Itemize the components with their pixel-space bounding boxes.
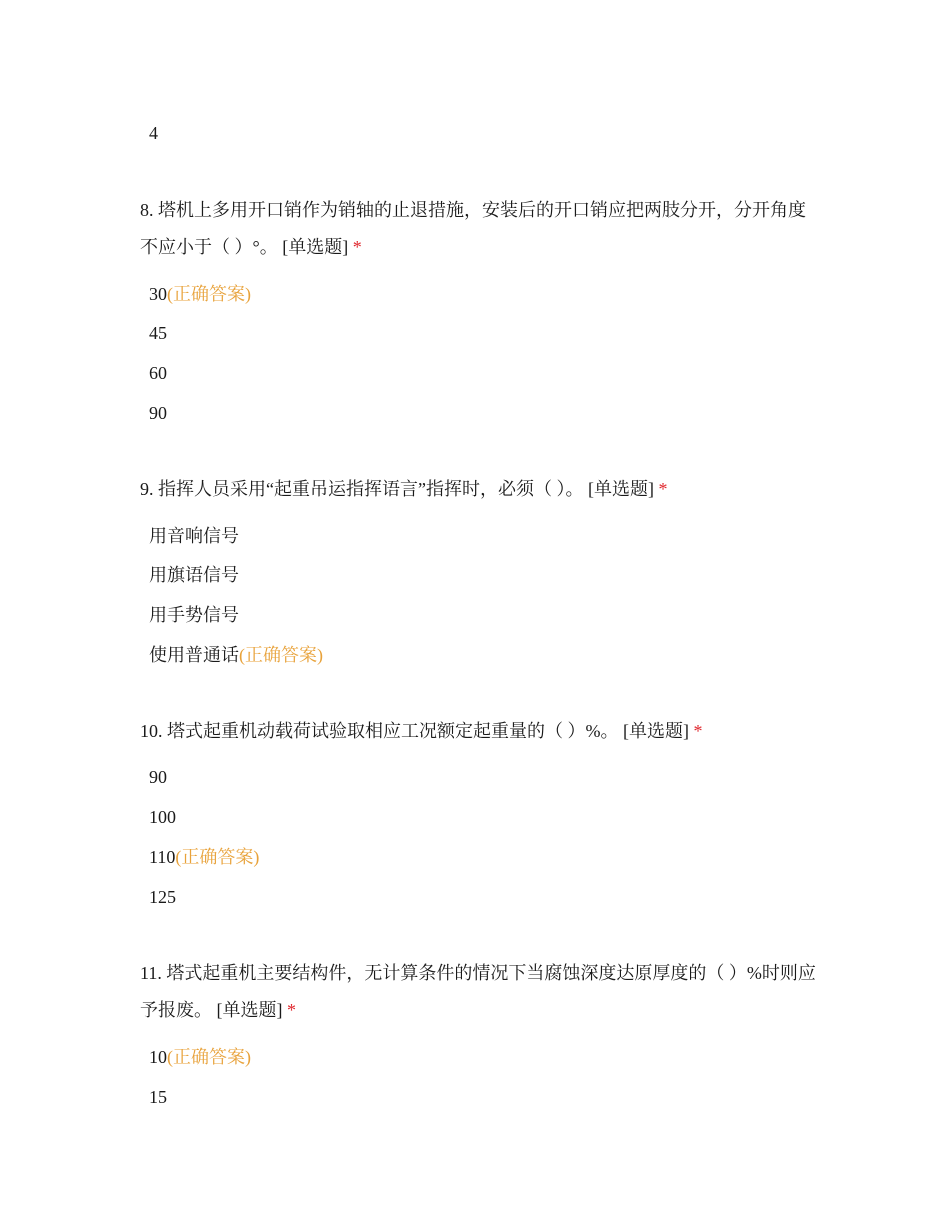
question-11	[140, 955, 820, 1029]
question-number: 11.	[140, 963, 162, 983]
option-mandarin	[149, 643, 323, 667]
option-text: 10	[149, 1047, 167, 1067]
question-number: 9.	[140, 479, 154, 499]
question-text: 塔式起重机主要结构件，无计算条件的情况下当腐蚀深度达原厚度的（ ）%时则应予报废。	[140, 963, 816, 1020]
option-text: 使用普通话	[149, 645, 239, 665]
option-hand-signal	[149, 603, 239, 627]
option-text: 4	[149, 123, 158, 143]
correct-answer-tag: (正确答案)	[167, 284, 251, 304]
option-text: 90	[149, 403, 167, 423]
option-60	[149, 361, 167, 385]
required-marker: *	[693, 721, 703, 741]
option-125	[149, 885, 176, 909]
option-text: 用手势信号	[149, 605, 239, 625]
option-text: 用旗语信号	[149, 565, 239, 585]
question-type: [单选题]	[282, 237, 349, 257]
option-90	[149, 401, 167, 425]
option-text: 用音响信号	[149, 526, 239, 546]
question-type: [单选题]	[216, 1000, 283, 1020]
option-110	[149, 845, 259, 869]
question-text: 塔式起重机动载荷试验取相应工况额定起重量的（ ）%。	[167, 721, 619, 741]
question-number: 8.	[140, 200, 154, 220]
option-15	[149, 1085, 167, 1109]
question-text: 塔机上多用开口销作为销轴的止退措施，安装后的开口销应把两肢分开，分开角度不应小于（ ）°。	[140, 200, 806, 257]
correct-answer-tag: (正确答案)	[175, 847, 260, 867]
question-type: [单选题]	[623, 721, 689, 741]
option-text: 45	[149, 323, 167, 343]
correct-answer-tag: (正确答案)	[239, 645, 323, 665]
option-text: 15	[149, 1087, 167, 1107]
option-text: 60	[149, 363, 167, 383]
option-text: 90	[149, 767, 167, 787]
required-marker: *	[658, 479, 668, 499]
correct-answer-tag: (正确答案)	[167, 1047, 251, 1067]
question-10	[140, 713, 820, 750]
option-4	[149, 121, 158, 145]
option-text: 30	[149, 284, 167, 304]
option-flag-signal	[149, 563, 239, 587]
option-text: 125	[149, 887, 176, 907]
question-8	[140, 192, 820, 266]
option-text: 110	[149, 847, 176, 867]
question-text: 指挥人员采用“起重吊运指挥语言”指挥时，必须（ ）。	[158, 479, 584, 499]
option-text: 100	[149, 807, 176, 827]
question-number: 10.	[140, 721, 163, 741]
option-45	[149, 321, 167, 345]
question-9	[140, 471, 820, 508]
option-100	[149, 805, 176, 829]
option-90	[149, 765, 167, 789]
question-type: [单选题]	[587, 479, 654, 499]
option-10	[149, 1045, 251, 1069]
required-marker: *	[287, 1000, 296, 1020]
option-sound-signal	[149, 524, 239, 548]
required-marker: *	[352, 237, 362, 257]
option-30	[149, 282, 251, 306]
